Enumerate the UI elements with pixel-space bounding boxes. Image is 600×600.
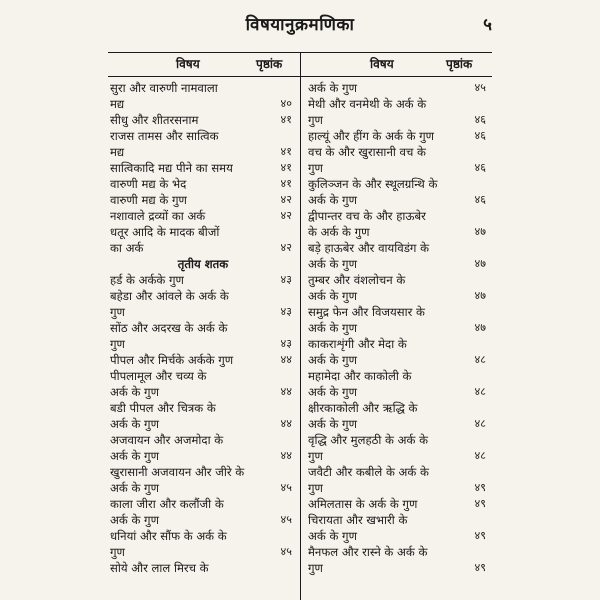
entry-text: महामेदा और काकोली के bbox=[308, 369, 412, 383]
toc-entry bbox=[110, 544, 296, 560]
entry-text: गुण bbox=[110, 337, 125, 351]
entry-page: ४९ bbox=[474, 481, 486, 494]
entry-text: काकराशृंगी और मेदा के bbox=[308, 337, 407, 351]
toc-entry bbox=[308, 288, 490, 304]
entry-text: सोंठ और अदरख के अर्क के bbox=[110, 321, 228, 335]
entry-text: अर्क के गुण bbox=[308, 289, 357, 303]
toc-entry bbox=[110, 144, 296, 160]
entry-page: ४३ bbox=[280, 337, 292, 350]
toc-entry bbox=[110, 192, 296, 208]
toc-entry bbox=[308, 528, 490, 544]
entry-page: ४७ bbox=[474, 257, 486, 270]
entry-page: ४५ bbox=[280, 481, 292, 494]
entry-text: बड़े हाऊबेर और वायविडंग के bbox=[308, 241, 430, 255]
entry-text: तुम्बर और वंशलोचन के bbox=[308, 273, 406, 287]
toc-entry bbox=[308, 480, 490, 496]
entry-text: सोये और लाल मिरच के bbox=[110, 561, 209, 575]
toc-entry bbox=[308, 464, 490, 480]
entry-page: ४३ bbox=[280, 273, 292, 286]
entry-text: मद्य bbox=[110, 145, 125, 159]
entry-text: अर्क के गुण bbox=[308, 257, 357, 271]
entry-text: गुण bbox=[308, 161, 323, 175]
entry-page: ४९ bbox=[474, 561, 486, 574]
entry-page: ४५ bbox=[280, 545, 292, 558]
toc-entry bbox=[110, 384, 296, 400]
toc-entry bbox=[308, 96, 490, 112]
entry-page: ४४ bbox=[280, 417, 292, 430]
entry-text: चिरायता और खभारी के bbox=[308, 513, 408, 527]
left-subject-header: विषय bbox=[176, 57, 200, 71]
entry-text: हाल्यूं और हींग के अर्क के गुण bbox=[308, 129, 435, 143]
toc-entry bbox=[110, 416, 296, 432]
toc-entry bbox=[110, 480, 296, 496]
toc-entry bbox=[308, 352, 490, 368]
toc-entry bbox=[308, 400, 490, 416]
toc-entry bbox=[308, 560, 490, 576]
toc-entry bbox=[308, 80, 490, 96]
entry-page: ४२ bbox=[280, 241, 292, 254]
entry-text: सात्विकादि मद्य पीने का समय bbox=[110, 161, 233, 175]
left-column bbox=[110, 80, 296, 576]
entry-page: ४६ bbox=[474, 113, 486, 126]
entry-page: ४६ bbox=[474, 193, 486, 206]
entry-text: वारुणी मद्य के गुण bbox=[110, 193, 187, 207]
toc-entry bbox=[110, 336, 296, 352]
entry-text: राजस तामस और सात्विक bbox=[110, 129, 219, 143]
entry-text: अजवायन और अजमोदा के bbox=[110, 433, 224, 447]
entry-text: अर्क के गुण bbox=[110, 417, 159, 431]
entry-page: ४८ bbox=[474, 449, 486, 462]
page-number: ५ bbox=[483, 15, 492, 35]
entry-text: गुण bbox=[110, 305, 125, 319]
left-page-header: पृष्ठांक bbox=[256, 57, 283, 71]
entry-text: अर्क के गुण bbox=[308, 353, 357, 367]
toc-entry bbox=[308, 176, 490, 192]
toc-entry bbox=[308, 320, 490, 336]
entry-text: क्षीरकाकोली और ऋद्धि के bbox=[308, 401, 418, 415]
entry-text: वृद्धि और मुलहठी के अर्क के bbox=[308, 433, 429, 447]
toc-entry bbox=[110, 272, 296, 288]
toc-entry bbox=[110, 352, 296, 368]
entry-text: अर्क के गुण bbox=[308, 417, 357, 431]
toc-entry bbox=[308, 304, 490, 320]
toc-entry bbox=[110, 512, 296, 528]
toc-entry bbox=[110, 160, 296, 176]
entry-text: मद्य bbox=[110, 97, 125, 111]
entry-text: गुण bbox=[308, 113, 323, 127]
entry-page: ४७ bbox=[474, 289, 486, 302]
entry-page: ४६ bbox=[474, 161, 486, 174]
page-title: विषयानुक्रमणिका bbox=[245, 15, 355, 35]
toc-entry bbox=[110, 112, 296, 128]
entry-text: काला जीरा और कलौंजी के bbox=[110, 497, 224, 511]
entry-text: बहेडा और आंवले के अर्क के bbox=[110, 289, 229, 303]
entry-page: ४१ bbox=[280, 113, 292, 126]
entry-page: ४८ bbox=[474, 417, 486, 430]
toc-entry bbox=[110, 560, 296, 576]
right-page-header: पृष्ठांक bbox=[446, 57, 473, 71]
entry-text: सीधु और शीतरसनाम bbox=[110, 113, 199, 127]
entry-page: ४४ bbox=[280, 385, 292, 398]
entry-text: गुण bbox=[308, 561, 323, 575]
toc-entry bbox=[308, 112, 490, 128]
entry-text: अमिलतास के अर्क के गुण bbox=[308, 497, 418, 511]
entry-page: ४१ bbox=[280, 161, 292, 174]
entry-text: सुरा और वारुणी नामवाला bbox=[110, 81, 218, 95]
entry-page: ४० bbox=[280, 97, 292, 110]
toc-entry bbox=[110, 208, 296, 224]
entry-text: के अर्क के गुण bbox=[308, 225, 370, 239]
entry-text: द्वीपान्तर वच के और हाऊबेर bbox=[308, 209, 426, 223]
toc-entry bbox=[308, 432, 490, 448]
section-heading bbox=[110, 256, 296, 272]
entry-text: अर्क के गुण bbox=[308, 81, 357, 95]
toc-entry bbox=[308, 448, 490, 464]
toc-entry bbox=[110, 96, 296, 112]
toc-entry bbox=[308, 240, 490, 256]
entry-page: ४६ bbox=[474, 129, 486, 142]
toc-entry bbox=[110, 224, 296, 240]
entry-page: ४१ bbox=[280, 145, 292, 158]
entry-text: गुण bbox=[308, 481, 323, 495]
entry-page: ४७ bbox=[474, 225, 486, 238]
entry-text: धनियां और सौंफ के अर्क के bbox=[110, 529, 227, 543]
toc-entry bbox=[308, 384, 490, 400]
entry-text: पीपलामूल और चव्य के bbox=[110, 369, 207, 383]
toc-entry bbox=[110, 528, 296, 544]
toc-entry bbox=[308, 272, 490, 288]
entry-text: नशावाले द्रव्यों का अर्क bbox=[110, 209, 206, 223]
entry-text: अर्क के गुण bbox=[110, 449, 159, 463]
toc-entry bbox=[308, 368, 490, 384]
entry-page: ४८ bbox=[474, 353, 486, 366]
entry-text: कुलिञ्जन के और स्थूलग्रन्थि के bbox=[308, 177, 438, 191]
toc-entry bbox=[110, 448, 296, 464]
entry-page: ४३ bbox=[280, 305, 292, 318]
toc-entry bbox=[308, 160, 490, 176]
toc-entry bbox=[110, 304, 296, 320]
entry-text: का अर्क bbox=[110, 241, 144, 255]
toc-entry bbox=[308, 544, 490, 560]
entry-text: खुरासानी अजवायन और जीरे के bbox=[110, 465, 245, 479]
toc-entry bbox=[308, 128, 490, 144]
entry-text: समुद्र फेन और विजयसार के bbox=[308, 305, 425, 319]
entry-text: जवैटी और कबीले के अर्क के bbox=[308, 465, 429, 479]
toc-entry bbox=[110, 288, 296, 304]
entry-page: ४४ bbox=[280, 353, 292, 366]
toc-entry bbox=[308, 416, 490, 432]
entry-page: ४९ bbox=[474, 529, 486, 542]
toc-entry bbox=[308, 336, 490, 352]
entry-text: हर्ड के अर्कके गुण bbox=[110, 273, 184, 287]
toc-entry bbox=[308, 144, 490, 160]
column-divider bbox=[300, 52, 301, 600]
entry-text: पीपल और मिर्चके अर्कके गुण bbox=[110, 353, 234, 367]
entry-page: ४२ bbox=[280, 193, 292, 206]
entry-page: ४५ bbox=[474, 81, 486, 94]
entry-text: वच के और खुरासानी वच के bbox=[308, 145, 426, 159]
entry-text: अर्क के गुण bbox=[308, 193, 357, 207]
toc-entry bbox=[110, 240, 296, 256]
entry-text: अर्क के गुण bbox=[308, 321, 357, 335]
toc-entry bbox=[110, 368, 296, 384]
entry-text: अर्क के गुण bbox=[308, 385, 357, 399]
entry-text: अर्क के गुण bbox=[308, 529, 357, 543]
toc-entry bbox=[308, 224, 490, 240]
right-subject-header: विषय bbox=[370, 57, 394, 71]
entry-text: गुण bbox=[110, 545, 125, 559]
entry-text: धतूर आदि के मादक बीजों bbox=[110, 225, 220, 239]
toc-entry bbox=[110, 400, 296, 416]
toc-entry bbox=[110, 80, 296, 96]
entry-text: मेथी और वनमेथी के अर्क के bbox=[308, 97, 427, 111]
entry-text: तृतीय शतक bbox=[177, 257, 229, 271]
toc-entry bbox=[110, 432, 296, 448]
right-column bbox=[308, 80, 490, 576]
entry-text: गुण bbox=[308, 449, 323, 463]
toc-entry bbox=[308, 208, 490, 224]
entry-text: बडी पीपल और चित्रक के bbox=[110, 401, 216, 415]
entry-page: ४१ bbox=[280, 177, 292, 190]
toc-entry bbox=[110, 496, 296, 512]
toc-entry bbox=[110, 128, 296, 144]
toc-entry bbox=[110, 320, 296, 336]
entry-page: ४९ bbox=[474, 497, 486, 510]
page-heading bbox=[0, 12, 600, 35]
entry-page: ४२ bbox=[280, 209, 292, 222]
entry-page: ४८ bbox=[474, 385, 486, 398]
toc-entry bbox=[308, 256, 490, 272]
entry-text: अर्क के गुण bbox=[110, 513, 159, 527]
toc-entry bbox=[308, 512, 490, 528]
entry-page: ४५ bbox=[280, 513, 292, 526]
entry-text: अर्क के गुण bbox=[110, 481, 159, 495]
toc-entry bbox=[110, 464, 296, 480]
entry-page: ४७ bbox=[474, 321, 486, 334]
entry-text: मैनफल और रास्ने के अर्क के bbox=[308, 545, 428, 559]
toc-entry bbox=[308, 496, 490, 512]
entry-text: अर्क के गुण bbox=[110, 385, 159, 399]
toc-entry bbox=[308, 192, 490, 208]
toc-entry bbox=[110, 176, 296, 192]
entry-page: ४४ bbox=[280, 449, 292, 462]
entry-text: वारुणी मद्य के भेद bbox=[110, 177, 187, 191]
